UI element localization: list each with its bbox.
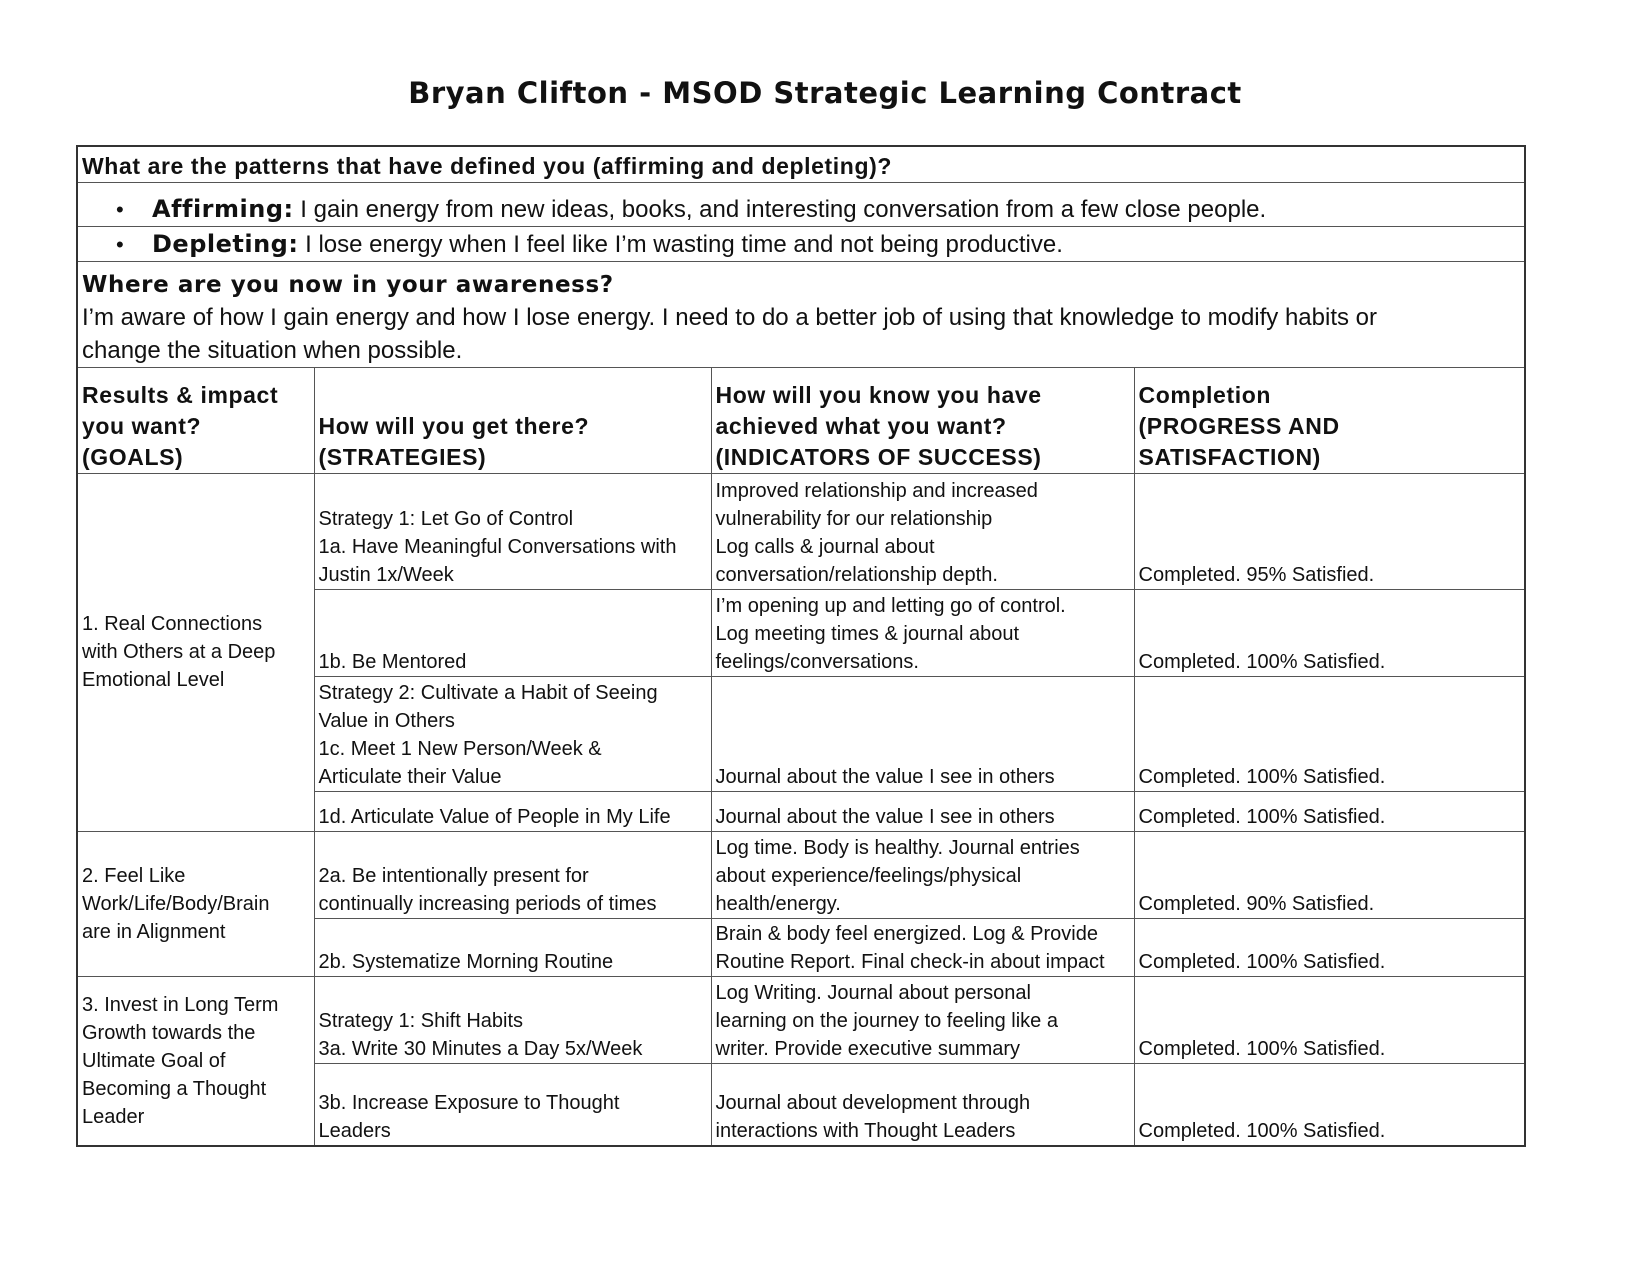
indicator-cell bbox=[711, 1063, 1134, 1146]
strategy-cell bbox=[314, 473, 711, 589]
goal-line: Emotional Level bbox=[82, 669, 225, 691]
indicator-line: Log time. Body is healthy. Journal entries bbox=[715, 836, 1080, 859]
header-line: Results & impact bbox=[82, 381, 279, 408]
header-strategies bbox=[314, 367, 711, 473]
header-line: you want? bbox=[82, 412, 202, 439]
indicator-line: Routine Report. Final check-in about impact bbox=[715, 950, 1105, 973]
awareness-answer-line: change the situation when possible. bbox=[82, 336, 463, 364]
goal-cell bbox=[77, 473, 314, 831]
column-header-row bbox=[77, 367, 1525, 473]
indicator-line: Improved relationship and increased bbox=[715, 479, 1038, 502]
indicator-cell bbox=[711, 791, 1134, 831]
header-line: Completion bbox=[1138, 381, 1271, 408]
goal-line: Leader bbox=[82, 1105, 145, 1128]
goal-line: 1. Real Connections bbox=[82, 613, 263, 635]
strategy-line: 2b. Systematize Morning Routine bbox=[318, 950, 614, 973]
strategy-line: Articulate their Value bbox=[318, 765, 502, 788]
completion-cell: Completed. 100% Satisfied. bbox=[1134, 676, 1525, 791]
strategy-line: Strategy 1: Shift Habits bbox=[318, 1009, 524, 1032]
indicator-line: Journal about the value I see in others bbox=[715, 805, 1055, 828]
header-line: SATISFACTION) bbox=[1138, 443, 1321, 470]
strategy-cell bbox=[314, 676, 711, 791]
goal-line: Work/Life/Body/Brain bbox=[82, 892, 270, 915]
strategy-cell bbox=[314, 976, 711, 1063]
awareness-answer-line: I’m aware of how I gain energy and how I lose energy. I need to do a better job of using that knowledge to modify habits or bbox=[82, 303, 1378, 331]
document-title: Bryan Clifton - MSOD Strategic Learning Contract bbox=[408, 76, 1242, 110]
strategy-line: 2a. Be intentionally present for bbox=[318, 864, 589, 887]
completion-cell: Completed. 100% Satisfied. bbox=[1134, 589, 1525, 676]
indicator-line: Log meeting times & journal about bbox=[715, 622, 1020, 645]
goal-line: with Others at a Deep bbox=[82, 641, 276, 663]
strategy-line: continually increasing periods of times bbox=[318, 892, 657, 915]
strategy-line: Value in Others bbox=[318, 709, 455, 732]
header-line: (PROGRESS AND bbox=[1138, 412, 1340, 439]
depleting-label: Depleting: bbox=[152, 229, 299, 258]
strategy-line: Leaders bbox=[318, 1120, 391, 1142]
indicator-cell bbox=[711, 918, 1134, 976]
indicator-line: Brain & body feel energized. Log & Provide bbox=[715, 922, 1098, 945]
indicator-line: Log calls & journal about bbox=[715, 535, 935, 558]
indicator-line: Log Writing. Journal about personal bbox=[715, 981, 1031, 1004]
header-line: achieved what you want? bbox=[715, 412, 1007, 439]
goal-line: Growth towards the bbox=[82, 1021, 256, 1044]
awareness-section bbox=[77, 261, 1525, 367]
header-line: (STRATEGIES) bbox=[318, 443, 487, 470]
indicator-cell bbox=[711, 676, 1134, 791]
goal-line: Becoming a Thought bbox=[82, 1077, 267, 1100]
strategy-line: Strategy 2: Cultivate a Habit of Seeing bbox=[318, 681, 658, 704]
bullet-icon: • bbox=[116, 231, 124, 257]
strategy-line: 1d. Articulate Value of People in My Life bbox=[318, 805, 671, 828]
strategy-line: 3b. Increase Exposure to Thought bbox=[318, 1092, 620, 1114]
strategy-line: 3a. Write 30 Minutes a Day 5x/Week bbox=[318, 1037, 643, 1060]
goal-cell bbox=[77, 831, 314, 976]
strategy-line: 1a. Have Meaningful Conversations with bbox=[318, 535, 677, 558]
indicator-line: conversation/relationship depth. bbox=[715, 563, 998, 586]
affirming-item bbox=[77, 182, 1525, 226]
patterns-question: What are the patterns that have defined you (affirming and depleting)? bbox=[77, 146, 1525, 182]
indicator-line: Journal about development through bbox=[715, 1092, 1031, 1114]
goal-line: are in Alignment bbox=[82, 920, 226, 943]
completion-cell: Completed. 100% Satisfied. bbox=[1134, 918, 1525, 976]
goal-cell bbox=[77, 976, 314, 1146]
strategy-line: 1c. Meet 1 New Person/Week & bbox=[318, 737, 602, 760]
strategy-cell bbox=[314, 791, 711, 831]
depleting-item bbox=[77, 226, 1525, 261]
awareness-question: Where are you now in your awareness? bbox=[82, 271, 614, 298]
table-row bbox=[77, 976, 1525, 1063]
header-line: (GOALS) bbox=[82, 443, 184, 470]
header-completion bbox=[1134, 367, 1525, 473]
header-line: How will you know you have bbox=[715, 381, 1042, 408]
header-goals bbox=[77, 367, 314, 473]
affirming-text: I gain energy from new ideas, books, and interesting conversation from a few close people. bbox=[300, 195, 1267, 223]
indicator-line: interactions with Thought Leaders bbox=[715, 1120, 1016, 1142]
table-row bbox=[77, 473, 1525, 589]
learning-contract-table bbox=[76, 145, 1526, 1147]
indicator-line: feelings/conversations. bbox=[715, 650, 919, 673]
strategy-line: 1b. Be Mentored bbox=[318, 650, 467, 673]
table-row bbox=[77, 831, 1525, 918]
indicator-line: I’m opening up and letting go of control. bbox=[715, 594, 1066, 617]
depleting-text: I lose energy when I feel like I’m wasting time and not being productive. bbox=[305, 230, 1063, 258]
header-indicators bbox=[711, 367, 1134, 473]
bullet-icon: • bbox=[116, 196, 124, 222]
completion-cell: Completed. 100% Satisfied. bbox=[1134, 1063, 1525, 1146]
completion-cell: Completed. 100% Satisfied. bbox=[1134, 976, 1525, 1063]
completion-cell: Completed. 95% Satisfied. bbox=[1134, 473, 1525, 589]
indicator-line: about experience/feelings/physical bbox=[715, 864, 1022, 887]
strategy-cell bbox=[314, 1063, 711, 1146]
indicator-cell bbox=[711, 831, 1134, 918]
completion-cell: Completed. 100% Satisfied. bbox=[1134, 791, 1525, 831]
strategy-line: Strategy 1: Let Go of Control bbox=[318, 507, 574, 530]
indicator-line: writer. Provide executive summary bbox=[715, 1037, 1021, 1060]
indicator-line: learning on the journey to feeling like a bbox=[715, 1009, 1058, 1032]
indicator-cell bbox=[711, 589, 1134, 676]
indicator-line: vulnerability for our relationship bbox=[715, 507, 993, 530]
indicator-cell bbox=[711, 473, 1134, 589]
goal-line: Ultimate Goal of bbox=[82, 1049, 226, 1072]
strategy-cell bbox=[314, 918, 711, 976]
goal-line: 2. Feel Like bbox=[82, 864, 186, 887]
strategy-cell bbox=[314, 589, 711, 676]
goal-line: 3. Invest in Long Term bbox=[82, 993, 279, 1016]
indicator-line: health/energy. bbox=[715, 892, 841, 915]
indicator-line: Journal about the value I see in others bbox=[715, 765, 1055, 788]
header-line: (INDICATORS OF SUCCESS) bbox=[715, 443, 1042, 470]
indicator-cell bbox=[711, 976, 1134, 1063]
strategy-cell bbox=[314, 831, 711, 918]
strategy-line: Justin 1x/Week bbox=[318, 563, 454, 586]
affirming-label: Affirming: bbox=[152, 194, 294, 223]
completion-cell: Completed. 90% Satisfied. bbox=[1134, 831, 1525, 918]
header-line: How will you get there? bbox=[318, 412, 590, 439]
